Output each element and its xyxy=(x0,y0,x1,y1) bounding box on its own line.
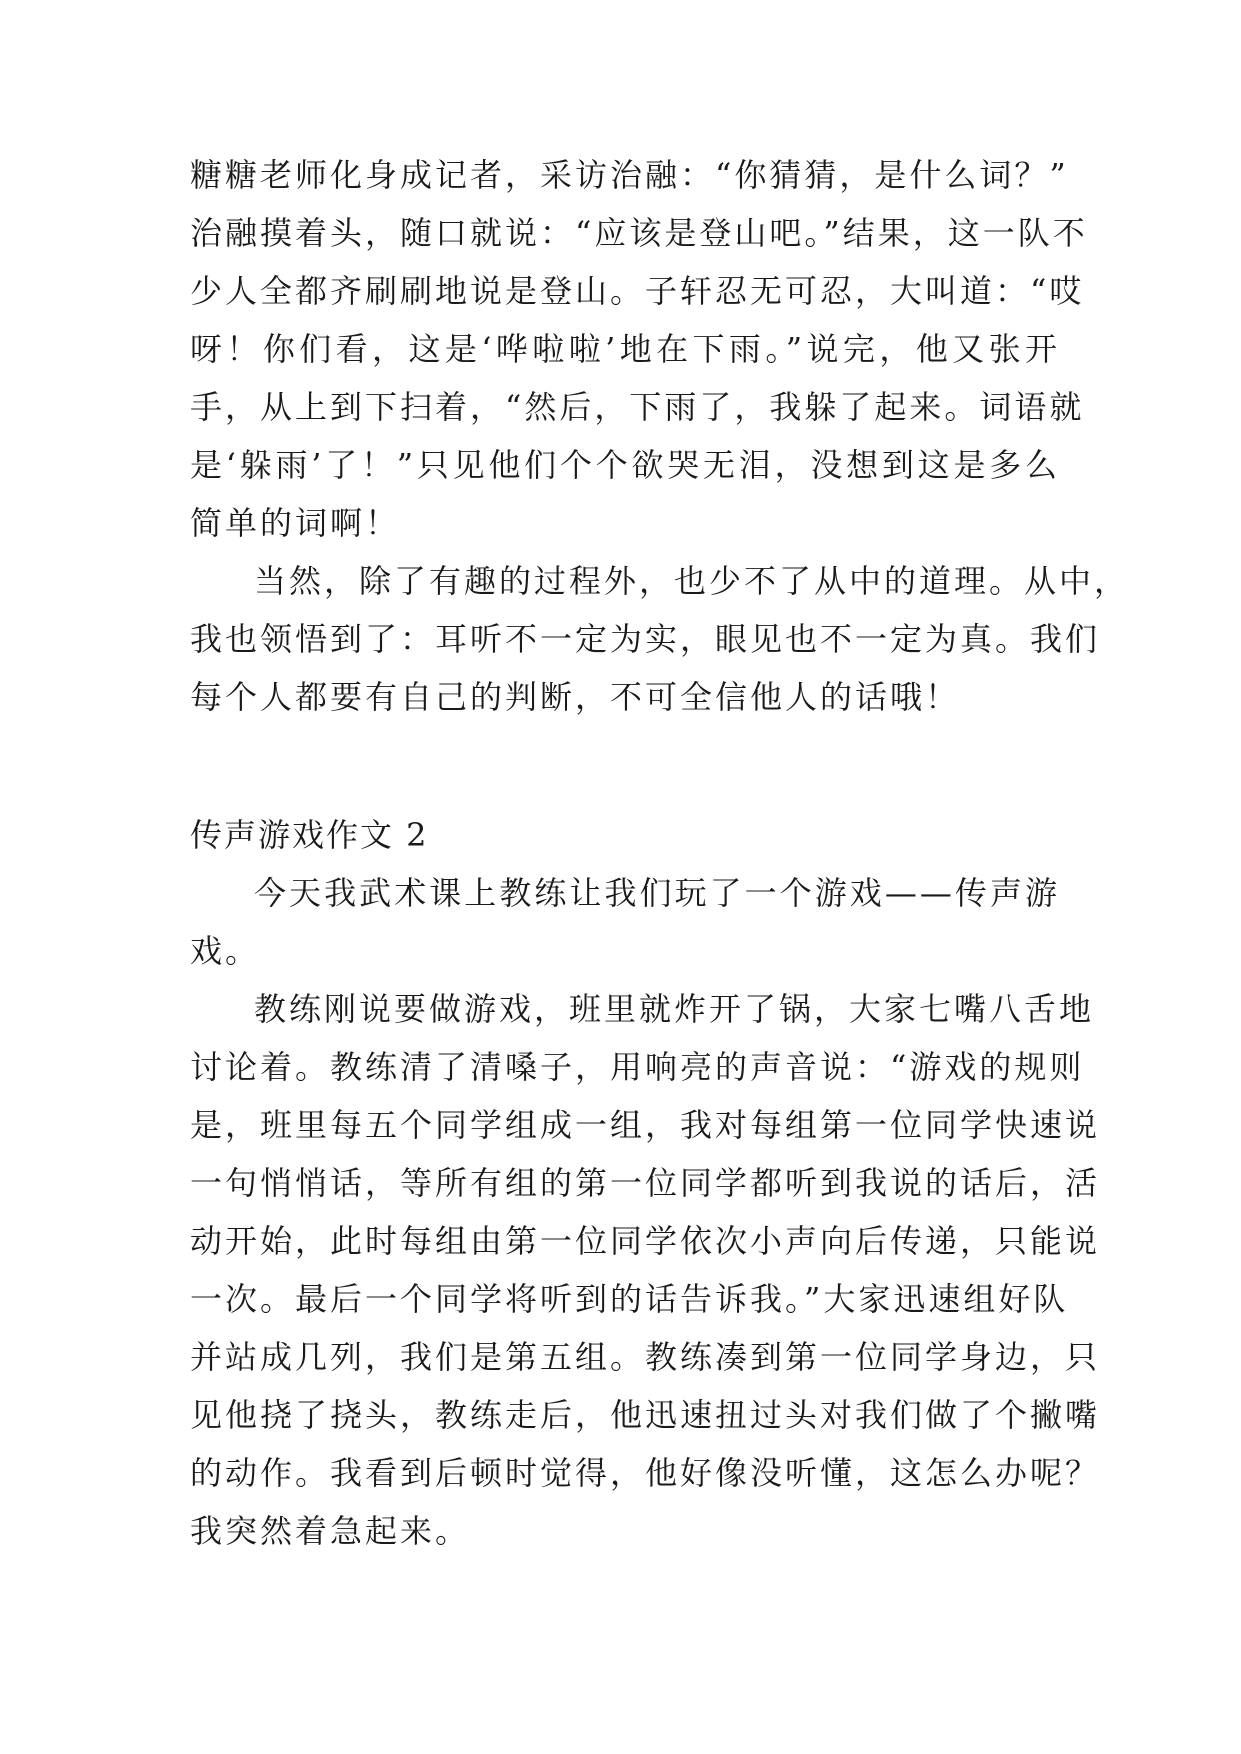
text-line: 的动作。我看到后顿时觉得，他好像没听懂，这怎么办呢？ xyxy=(190,1454,1101,1492)
section-gap xyxy=(190,726,1060,796)
text-line: 是，班里每五个同学组成一组，我对每组第一位同学快速说 xyxy=(190,1106,1101,1144)
text-line: 戏。 xyxy=(190,932,261,970)
section-heading: 传声游戏作文 2 xyxy=(190,816,429,854)
text-line: 见他挠了挠头，教练走后，他迅速扭过头对我们做了个撇嘴 xyxy=(190,1396,1101,1434)
paragraph-1 xyxy=(190,146,1088,552)
text-line: 并站成几列，我们是第五组。教练凑到第一位同学身边，只 xyxy=(190,1338,1101,1376)
text-line: 当然，除了有趣的过程外，也少不了从中的道理。从中， xyxy=(254,562,1130,600)
document-body xyxy=(190,146,1130,1560)
text-line: 手，从上到下扫着，“然后，下雨了，我躲了起来。词语就 xyxy=(190,388,1085,426)
text-line: 少人全都齐刷刷地说是登山。子轩忍无可忍，大叫道：“哎 xyxy=(190,272,1085,310)
text-line: 治融摸着头，随口就说：“应该是登山吧。”结果，这一队不 xyxy=(190,214,1088,252)
paragraph-3 xyxy=(190,864,1060,980)
text-line: 教练刚说要做游戏，班里就炸开了锅，大家七嘴八舌地 xyxy=(254,990,1095,1028)
text-line: 我也领悟到了：耳听不一定为实，眼见也不一定为真。我们 xyxy=(190,620,1101,658)
text-line: 一次。最后一个同学将听到的话告诉我。”大家迅速组好队 xyxy=(190,1280,1069,1318)
text-line: 今天我武术课上教练让我们玩了一个游戏——传声游 xyxy=(254,874,1060,912)
text-line: 糖糖老师化身成记者，采访治融：“你猜猜，是什么词？” xyxy=(190,156,1069,194)
paragraph-4 xyxy=(190,980,1101,1560)
text-line: 讨论着。教练清了清嗓子，用响亮的声音说：“游戏的规则 xyxy=(190,1048,1085,1086)
text-line: 是‘躲雨’了！”只见他们个个欲哭无泪，没想到这是多么 xyxy=(190,446,1060,484)
text-line: 动开始，此时每组由第一位同学依次小声向后传递，只能说 xyxy=(190,1222,1101,1260)
text-line: 一句悄悄话，等所有组的第一位同学都听到我说的话后，活 xyxy=(190,1164,1101,1202)
paragraph-2 xyxy=(190,552,1130,726)
text-line: 呀！你们看，这是‘哗啦啦’地在下雨。”说完，他又张开 xyxy=(190,330,1060,368)
text-line: 简单的词啊！ xyxy=(190,504,401,542)
text-line: 我突然着急起来。 xyxy=(190,1512,471,1550)
text-line: 每个人都要有自己的判断，不可全信他人的话哦！ xyxy=(190,678,961,716)
